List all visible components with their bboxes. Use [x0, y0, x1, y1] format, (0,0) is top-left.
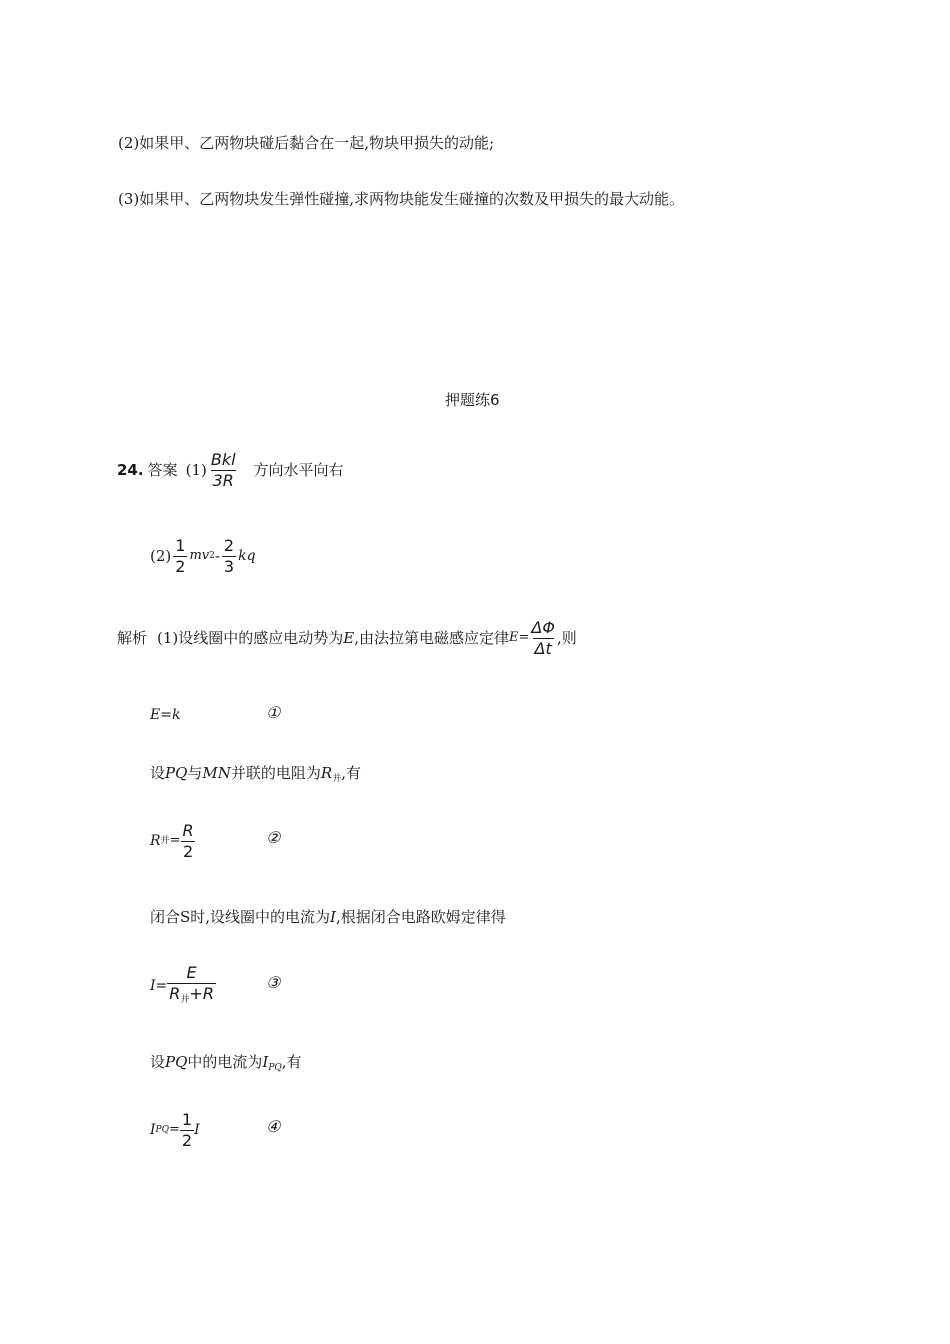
- equation-1: E=k: [150, 707, 181, 723]
- subscript-parallel: 并: [332, 774, 342, 784]
- answer-part2-fraction-1: [173, 536, 187, 577]
- fraction-denominator: 2: [181, 1130, 193, 1150]
- subscript-parallel: 并: [180, 994, 190, 1005]
- answer-part1-direction: 方向水平向右: [253, 461, 344, 479]
- symbol-I: I: [330, 908, 336, 926]
- question-number: 24.: [117, 461, 144, 479]
- analysis-line4-a: 设: [150, 1053, 166, 1071]
- symbol-R: R: [320, 764, 333, 782]
- analysis-line-3: [150, 907, 506, 927]
- equation-3: [150, 963, 216, 1009]
- analysis-line-4: [150, 1052, 302, 1078]
- answer-label: 答案: [147, 461, 178, 479]
- answer-part2-fraction-2: [222, 536, 236, 577]
- equation-2-marker: ②: [266, 828, 281, 847]
- fraction-numerator: ΔΦ: [531, 617, 555, 637]
- analysis-line-1: [117, 615, 577, 661]
- symbol-PQ: PQ: [165, 764, 188, 782]
- analysis-E-equals: E=: [509, 630, 530, 645]
- analysis-line3-a: 闭合S时,设线圈中的电流为: [150, 908, 331, 926]
- analysis-line1-prefix: (1)设线圈中的感应电动势为: [157, 629, 344, 647]
- equation-4-fraction: [180, 1110, 194, 1151]
- question-part-3: (3)如果甲、乙两物块发生弹性碰撞,求两物块能发生碰撞的次数及甲损失的最大动能。: [118, 190, 685, 208]
- equation-2: [150, 818, 196, 864]
- section-title: 押题练6: [445, 391, 500, 409]
- equation-3-lhs: I=: [150, 978, 168, 994]
- symbol-MN: MN: [202, 764, 231, 782]
- fraction-denominator: [167, 983, 216, 1010]
- fraction-denominator: 2: [175, 556, 186, 576]
- denominator-rest: +R: [189, 983, 214, 1003]
- analysis-label: 解析: [117, 629, 148, 647]
- symbol-R: R: [150, 833, 161, 849]
- equation-3-fraction: [167, 963, 216, 1010]
- fraction-numerator: Bkl: [210, 449, 236, 469]
- answer-part2-kq: kq: [238, 548, 256, 564]
- answer-part2-exponent: 2: [209, 551, 215, 561]
- analysis-line4-c: ,有: [281, 1053, 302, 1071]
- analysis-line3-b: ,根据闭合电路欧姆定律得: [335, 908, 506, 926]
- answer-part2-mv: mv: [189, 548, 210, 563]
- answer-part1-prefix: (1): [185, 461, 207, 479]
- answer-line-2: [150, 533, 256, 579]
- fraction-denominator: 3R: [212, 470, 234, 490]
- symbol-I: I: [194, 1122, 200, 1138]
- fraction-numerator: 1: [175, 535, 186, 555]
- equals-sign: =: [169, 833, 181, 848]
- analysis-line2-a: 设: [150, 764, 166, 782]
- subscript-parallel: 并: [160, 836, 170, 846]
- equation-4: [150, 1107, 200, 1153]
- faraday-fraction: [529, 618, 557, 659]
- symbol-R: R: [169, 983, 181, 1003]
- fraction-numerator: 1: [181, 1109, 193, 1129]
- analysis-line2-d: ,有: [341, 764, 362, 782]
- answer-part1-fraction: [209, 450, 238, 491]
- question-part-2: (2)如果甲、乙两物块碰后黏合在一起,物块甲损失的动能;: [118, 134, 495, 152]
- equation-4-marker: ④: [266, 1117, 281, 1136]
- analysis-line1-mid: ,由法拉第电磁感应定律: [354, 629, 509, 647]
- equation-1-marker: ①: [266, 703, 281, 722]
- answer-part2-minus: -: [214, 547, 220, 565]
- analysis-line4-b: 中的电流为: [187, 1053, 263, 1071]
- analysis-symbol-E: E: [343, 629, 355, 647]
- answer-part2-prefix: (2): [150, 547, 172, 565]
- fraction-numerator: R: [182, 820, 194, 840]
- analysis-line-2: [150, 763, 361, 789]
- answer-line-1: [117, 447, 344, 493]
- subscript-PQ: PQ: [268, 1063, 282, 1073]
- fraction-denominator: Δt: [534, 638, 552, 658]
- symbol-I: I: [150, 1122, 156, 1138]
- analysis-line2-c: 并联的电阻为: [230, 764, 321, 782]
- subscript-PQ: PQ: [155, 1125, 169, 1135]
- equation-2-fraction: [180, 821, 195, 862]
- equals-sign: =: [168, 1122, 180, 1137]
- symbol-PQ: PQ: [165, 1053, 188, 1071]
- equation-3-marker: ③: [266, 973, 281, 992]
- fraction-denominator: 3: [223, 556, 235, 576]
- symbol-I: I: [262, 1053, 269, 1071]
- analysis-line1-suffix: ,则: [556, 629, 577, 647]
- fraction-numerator: 2: [223, 535, 235, 555]
- fraction-numerator: E: [186, 962, 197, 982]
- analysis-line2-b: 与: [187, 764, 203, 782]
- fraction-denominator: 2: [182, 841, 194, 861]
